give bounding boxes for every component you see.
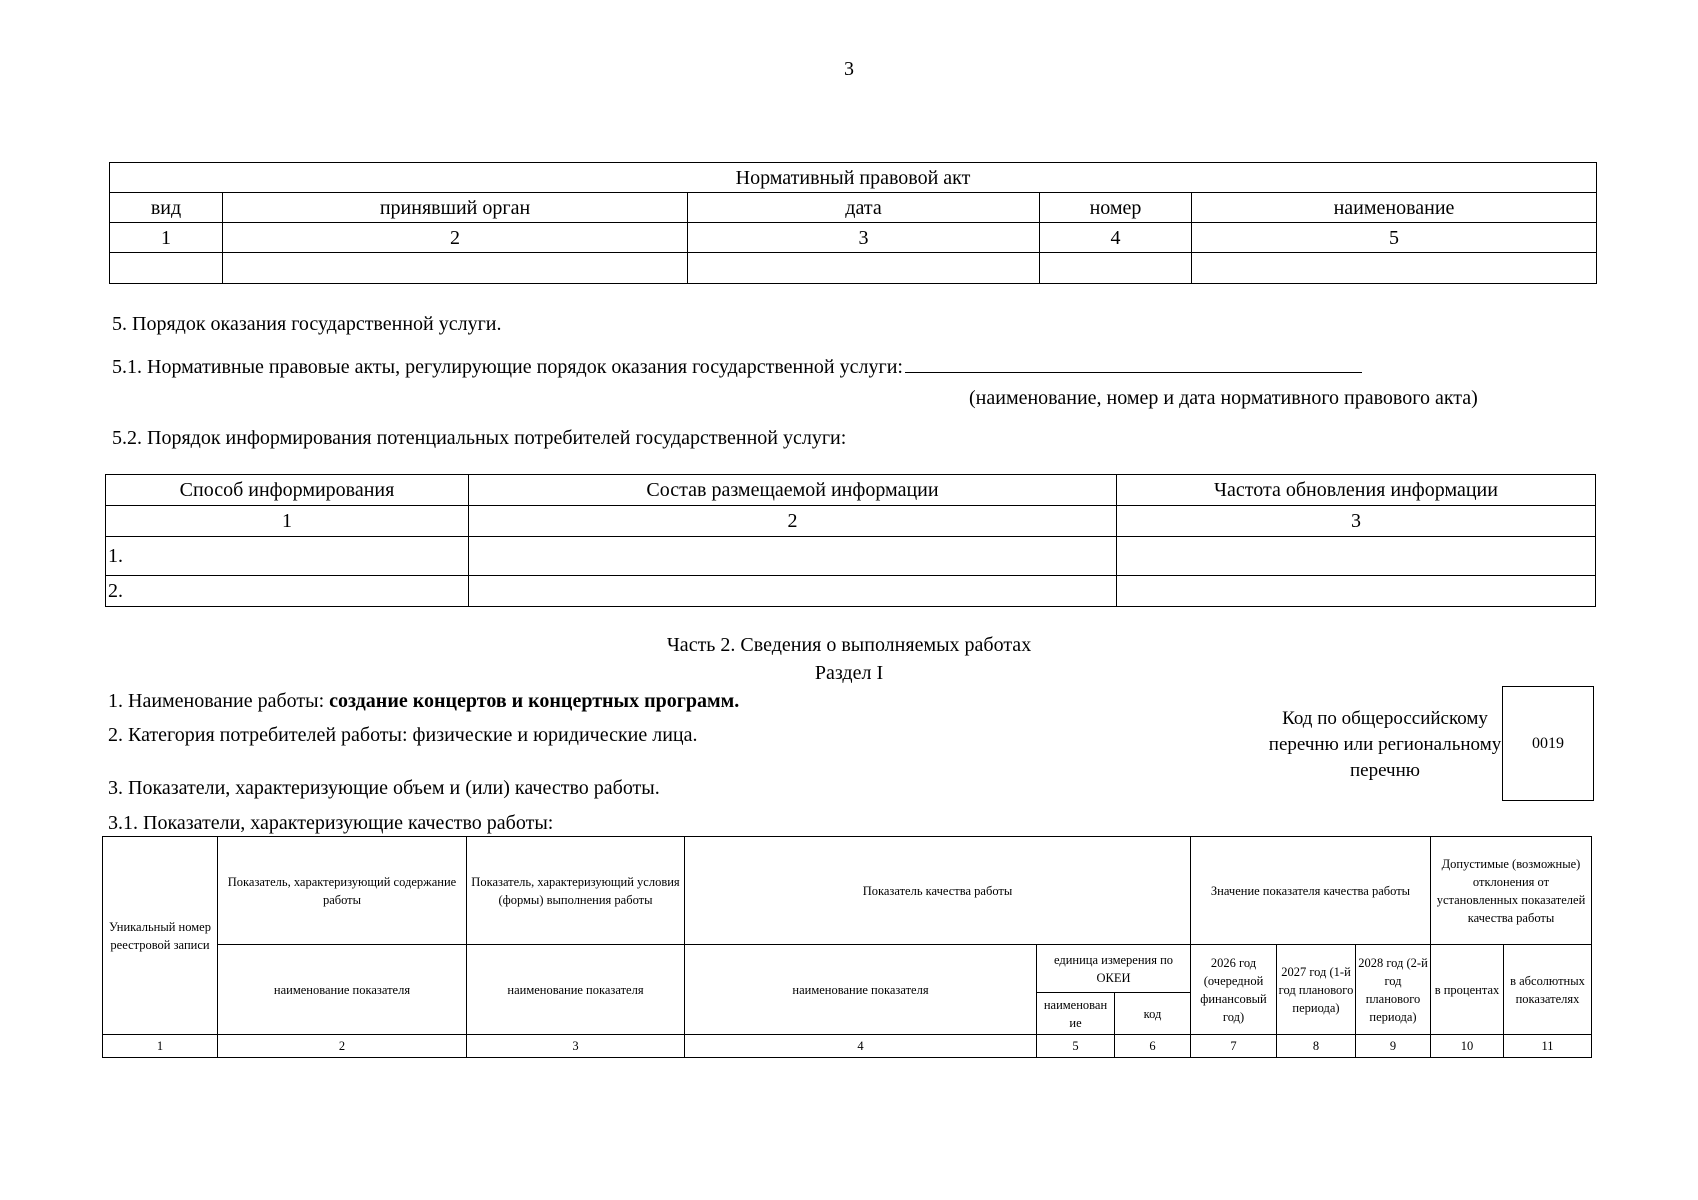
info-cell <box>469 537 1117 576</box>
code-label: Код по общероссийскому перечню или региональному перечню <box>1268 708 1502 781</box>
npa-col-number: 3 <box>688 223 1040 253</box>
header-content-indicator: Показатель, характеризующий содержание работы <box>218 837 467 945</box>
fill-in-underline <box>905 354 1362 373</box>
section-5-title: 5. Порядок оказания государственной услуги. <box>112 313 502 335</box>
section-title: Раздел I <box>814 662 884 684</box>
info-cell <box>1117 537 1596 576</box>
npa-cell <box>688 253 1040 284</box>
header-name-conditions: наименование показателя <box>467 945 685 1035</box>
header-unit-name: наименован ие <box>1037 993 1115 1035</box>
info-col-number: 2 <box>469 506 1117 537</box>
header-year-2026: 2026 год (очередной финансовый год) <box>1191 945 1277 1035</box>
info-header-frequency: Частота обновления информации <box>1117 475 1596 506</box>
col-number: 5 <box>1037 1035 1115 1058</box>
col-number: 6 <box>1115 1035 1191 1058</box>
npa-header-type: вид <box>110 193 223 223</box>
header-conditions-indicator: Показатель, характеризующий условия (формы) выполнения работы <box>467 837 685 945</box>
header-percent: в процентах <box>1431 945 1504 1035</box>
part-2-title: Часть 2. Сведения о выполняемых работах <box>666 634 1032 656</box>
npa-header-number: номер <box>1040 193 1192 223</box>
header-absolute: в абсолютных показателях <box>1504 945 1592 1035</box>
work-name-label: 1. Наименование работы: <box>108 690 330 712</box>
info-cell <box>469 576 1117 607</box>
npa-col-number: 4 <box>1040 223 1192 253</box>
section-5-2-text: 5.2. Порядок информирования потенциальных потребителей государственной услуги: <box>112 427 847 449</box>
code-value: 0019 <box>1532 734 1564 752</box>
page-number: 3 <box>844 58 854 80</box>
header-name-content: наименование показателя <box>218 945 467 1035</box>
npa-col-number: 1 <box>110 223 223 253</box>
indicators-title: 3. Показатели, характеризующие объем и (или) качество работы. <box>108 777 660 799</box>
info-row-label: 1. <box>106 537 469 576</box>
header-unit-code: код <box>1115 993 1191 1035</box>
col-number: 10 <box>1431 1035 1504 1058</box>
npa-table-title: Нормативный правовой акт <box>110 163 1597 193</box>
col-number: 8 <box>1277 1035 1356 1058</box>
npa-empty-row <box>110 253 1597 284</box>
info-header-method: Способ информирования <box>106 475 469 506</box>
work-name-line <box>108 690 739 713</box>
col-number: 2 <box>218 1035 467 1058</box>
col-number: 9 <box>1356 1035 1431 1058</box>
info-col-number: 1 <box>106 506 469 537</box>
header-quality-indicator: Показатель качества работы <box>685 837 1191 945</box>
info-col-number: 3 <box>1117 506 1596 537</box>
col-number: 4 <box>685 1035 1037 1058</box>
info-row-label: 2. <box>106 576 469 607</box>
npa-header-name: наименование <box>1192 193 1597 223</box>
col-number: 11 <box>1504 1035 1592 1058</box>
info-table <box>105 474 1596 607</box>
section-5-1-caption: (наименование, номер и дата нормативного правового акта) <box>969 387 1478 409</box>
code-box <box>1502 686 1594 801</box>
section-5-1-text: 5.1. Нормативные правовые акты, регулирующие порядок оказания государственной услуги: <box>112 356 903 378</box>
consumer-category: 2. Категория потребителей работы: физические и юридические лица. <box>108 724 698 746</box>
npa-cell <box>223 253 688 284</box>
npa-header-date: дата <box>688 193 1040 223</box>
work-name-value: создание концертов и концертных программ. <box>329 690 740 712</box>
info-cell <box>1117 576 1596 607</box>
quality-table <box>102 836 1592 1058</box>
header-quality-value: Значение показателя качества работы <box>1191 837 1431 945</box>
npa-header-authority: принявший орган <box>223 193 688 223</box>
col-number: 7 <box>1191 1035 1277 1058</box>
header-deviation: Допустимые (возможные) отклонения от установленных показателей качества работы <box>1431 837 1592 945</box>
npa-cell <box>1040 253 1192 284</box>
npa-cell <box>1192 253 1597 284</box>
header-unique-number: Уникальный номер реестровой записи <box>103 837 218 1035</box>
info-header-content: Состав размещаемой информации <box>469 475 1117 506</box>
npa-col-number: 5 <box>1192 223 1597 253</box>
npa-table <box>109 162 1597 284</box>
section-5-1-line <box>112 354 1362 379</box>
npa-col-number: 2 <box>223 223 688 253</box>
header-year-2028: 2028 год (2-й год планового периода) <box>1356 945 1431 1035</box>
header-name-quality: наименование показателя <box>685 945 1037 1035</box>
header-year-2027: 2027 год (1-й год планового периода) <box>1277 945 1356 1035</box>
col-number: 3 <box>467 1035 685 1058</box>
header-unit-okei: единица измерения по ОКЕИ <box>1037 945 1191 993</box>
col-number: 1 <box>103 1035 218 1058</box>
npa-cell <box>110 253 223 284</box>
quality-indicators-title: 3.1. Показатели, характеризующие качество работы: <box>108 812 554 834</box>
